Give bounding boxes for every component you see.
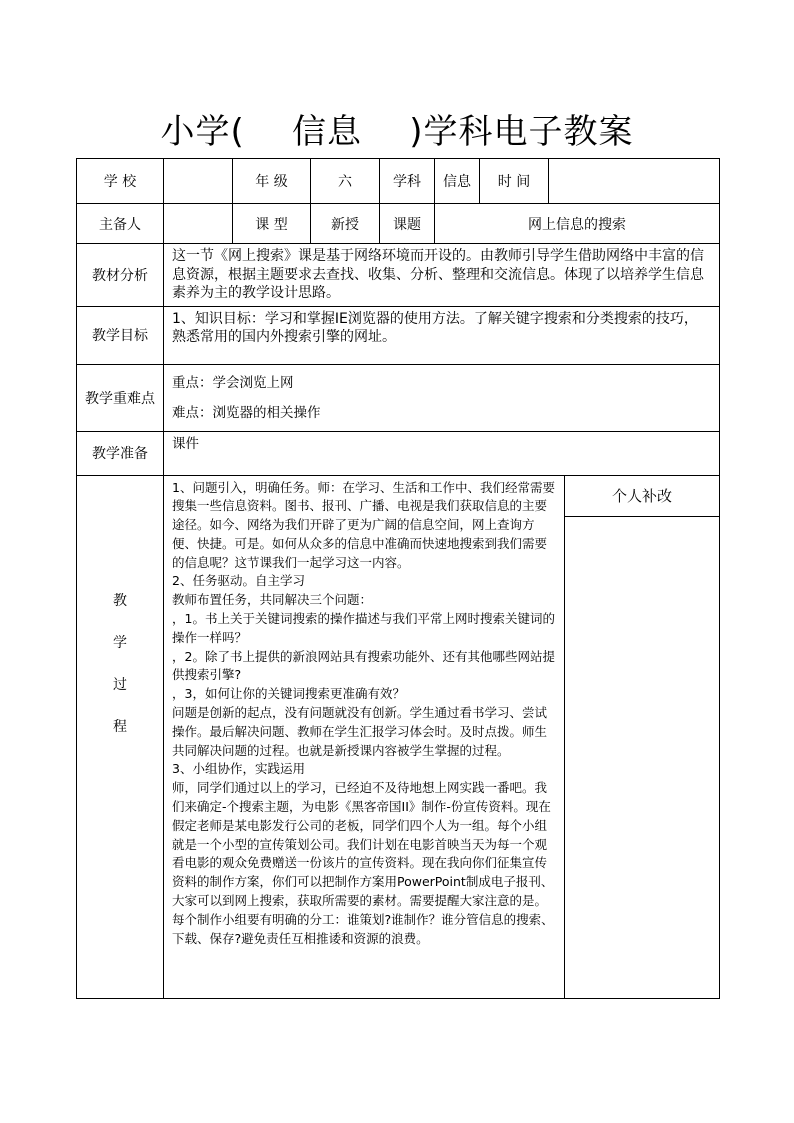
prep-text: 课件 — [164, 431, 720, 475]
subject-value: 信息 — [435, 159, 480, 204]
process-paragraph: 师，同学们通过以上的学习，已经迫不及待地想上网实践一番吧。我们来确定-个搜索主题，为电影《黑客帝国II》制作-份宣传资料。现在假定老师是某电影发行公司的老板，同学们四个人为一组。每个小组就是一个小型的宣传策划公司。我们计划在电影首映当天为每一个观看电影的观众免费赠送一份该片的宣传资料。现在我向你们征集宣传资料的制作方案，你们可以把制作方案用PowerPoint制成电子报刊、大家可以到网上搜索，获取所需要的素材。需要提醒大家注意的是。每个制作小组要有明确的分工：谁策划?谁制作？谁分管信息的搜索、下载、保存?避免责任互相推诿和资源的浪费。 — [172, 780, 554, 946]
process-label: 教学过程 — [113, 592, 127, 735]
page-title: 小学( 信息 )学科电子教案 — [160, 112, 634, 152]
type-value: 新授 — [311, 204, 380, 244]
preparer-value — [164, 204, 233, 244]
keypoints-label: 教学重难点 — [77, 364, 164, 431]
prep-label: 教学准备 — [77, 431, 164, 475]
process-paragraph: 3、小组协作，实践运用 — [172, 761, 305, 777]
analysis-label: 教材分析 — [77, 244, 164, 307]
process-paragraph: ，1。书上关于关键词搜索的操作描述与我们平常上网时搜索关键词的操作一样吗？ — [172, 611, 555, 645]
goals-text: 1、知识目标：学习和掌握IE浏览器的使用方法。了解关键字搜索和分类搜索的技巧，熟悉常用的国内外搜索引擎的网址。 — [164, 306, 720, 364]
personal-notes-header: 个人补改 — [565, 476, 719, 517]
school-label: 学 校 — [77, 159, 164, 204]
lesson-plan-table — [76, 158, 720, 999]
process-paragraph: ，3，如何让你的关键词搜索更准确有效？ — [172, 686, 405, 702]
difficult-point: 难点：浏览器的相关操作 — [172, 404, 321, 421]
preparer-label: 主备人 — [77, 204, 164, 244]
process-paragraph: 1、问题引入，明确任务。师：在学习、生活和工作中、我们经常需要搜集一些信息资料。图书、报刊、广播、电视是我们获取信息的主要途径。如今、网络为我们开辟了更为广阔的信息空间，网上查询方便、快捷。可是。如何从众多的信息中准确而快速地搜索到我们需要的信息呢？这节课我们一起学习这一内容。 — [172, 479, 555, 570]
time-value — [549, 159, 720, 204]
time-label: 时 间 — [480, 159, 549, 204]
type-label: 课 型 — [233, 204, 311, 244]
grade-label: 年 级 — [233, 159, 311, 204]
keypoints-row — [77, 364, 720, 431]
goals-label: 教学目标 — [77, 306, 164, 364]
subject-label: 学科 — [380, 159, 435, 204]
header-row-2 — [77, 204, 720, 244]
process-text — [164, 476, 565, 998]
analysis-row — [77, 244, 720, 307]
process-paragraph: 2、任务驱动。自主学习 — [172, 573, 305, 589]
process-paragraph: 教师布置任务，共同解决三个问题： — [172, 592, 373, 608]
goals-row — [77, 306, 720, 364]
keypoints-cell — [164, 364, 720, 431]
process-content-cell — [164, 475, 720, 998]
grade-value: 六 — [311, 159, 380, 204]
process-paragraph: ，2。除了书上提供的新浪网站具有搜索功能外、还有其他哪些网站提供搜索引擎? — [172, 648, 555, 683]
key-point: 重点：学会浏览上网 — [172, 374, 294, 391]
personal-notes-column — [565, 476, 719, 998]
process-row — [77, 475, 720, 998]
analysis-text: 这一节《网上搜索》课是基于网络环境而开设的。由教师引导学生借助网络中丰富的信息资源，根据主题要求去查找、收集、分析、整理和交流信息。体现了以培养学生信息素养为主的教学设计思路。 — [164, 244, 720, 307]
school-value — [164, 159, 233, 204]
prep-row — [77, 431, 720, 475]
process-paragraph: 问题是创新的起点，没有问题就没有创新。学生通过看书学习、尝试操作。最后解决问题、教师在学生汇报学习体会时。及时点拨。师生共同解决问题的过程。也就是新授课内容被学生掌握的过程。 — [172, 705, 548, 758]
process-label-cell — [77, 475, 164, 998]
header-row-1 — [77, 159, 720, 204]
topic-label: 课题 — [380, 204, 435, 244]
topic-value: 网上信息的搜索 — [435, 204, 720, 244]
